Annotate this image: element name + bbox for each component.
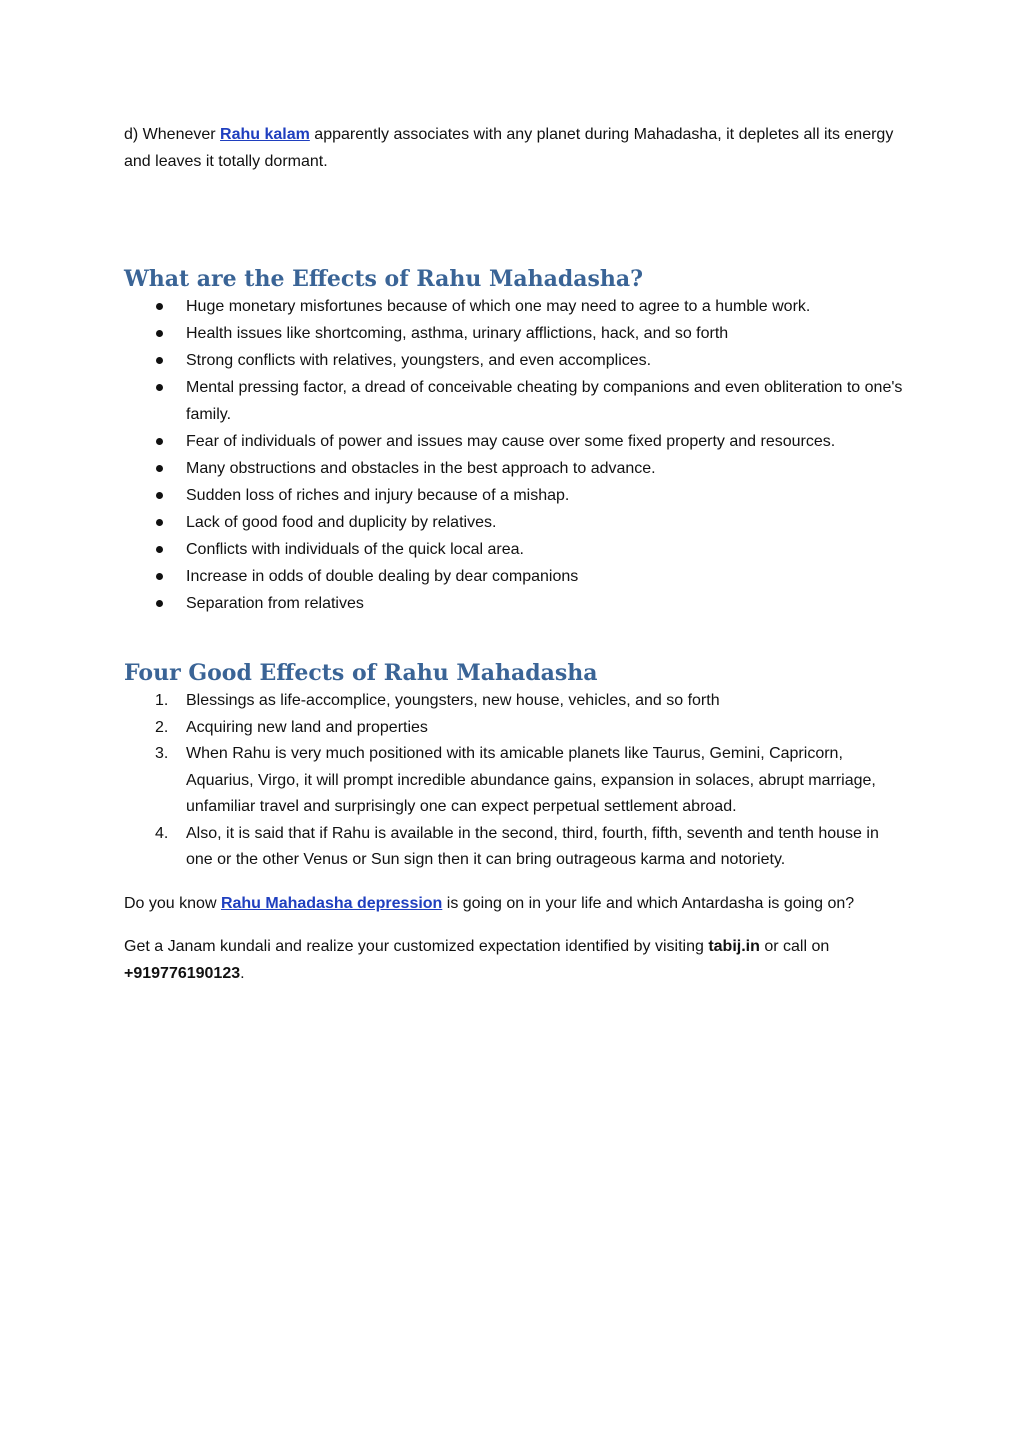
bullet-icon xyxy=(156,303,163,310)
list-item: Huge monetary misfortunes because of which one may need to agree to a humble work. xyxy=(124,293,904,320)
list-item: Sudden loss of riches and injury because of a mishap. xyxy=(124,482,904,509)
list-item: Conflicts with individuals of the quick local area. xyxy=(124,536,904,563)
list-item: Health issues like shortcoming, asthma, urinary afflictions, hack, and so forth xyxy=(124,320,904,347)
list-item: Increase in odds of double dealing by dear companions xyxy=(124,563,904,590)
rahu-mahadasha-depression-link[interactable]: Rahu Mahadasha depression xyxy=(220,894,443,912)
rahu-kalam-link[interactable]: Rahu kalam xyxy=(220,126,310,143)
list-number: 4. xyxy=(155,824,169,842)
list-item: 2. Acquiring new land and properties xyxy=(124,715,904,742)
contact-paragraph xyxy=(124,934,904,987)
list-item: 1. Blessings as life-accomplice, youngsters, new house, vehicles, and so forth xyxy=(124,688,904,715)
bullet-icon xyxy=(156,384,163,391)
site-name: tabij.in xyxy=(708,938,760,955)
list-item: 4. Also, it is said that if Rahu is available in the second, third, fourth, fifth, seventh and tenth house in one or the other Venus or Sun sign then it can bring outrageous karma and notoriety. xyxy=(124,821,904,874)
intro-suffix: apparently associates with any planet during Mahadasha, it depletes all its energy and leaves it totally dormant. xyxy=(124,126,894,170)
list-item: 3. When Rahu is very much positioned with its amicable planets like Taurus, Gemini, Capricorn, Aquarius, Virgo, it will prompt incredible abundance gains, expansion in solaces, abrupt marriage, unfamiliar travel and surprisingly one can expect perpetual settlement abroad. xyxy=(124,741,904,821)
list-item: Fear of individuals of power and issues may cause over some fixed property and resources. xyxy=(124,428,904,455)
document-page xyxy=(124,122,904,987)
good-effects-list xyxy=(124,688,904,874)
bullet-icon xyxy=(156,519,163,526)
list-number: 3. xyxy=(155,745,169,762)
question-paragraph xyxy=(124,891,904,918)
list-item: Separation from relatives xyxy=(124,590,904,617)
bad-effects-list xyxy=(124,293,904,617)
bullet-icon xyxy=(156,465,163,472)
contact-prefix: Get a Janam kundali and realize your customized expectation identified by visiting xyxy=(124,938,709,955)
bad-effects-heading: What are the Effects of Rahu Mahadasha? xyxy=(124,266,644,292)
contact-suffix: . xyxy=(240,964,245,982)
bullet-icon xyxy=(156,330,163,337)
bullet-icon xyxy=(156,357,163,364)
bullet-icon xyxy=(156,438,163,445)
question-prefix: Do you know xyxy=(124,894,221,912)
intro-paragraph xyxy=(124,122,904,175)
list-number: 1. xyxy=(155,692,169,709)
contact-middle: or call on xyxy=(759,938,830,955)
intro-prefix: d) Whenever xyxy=(124,126,221,143)
list-item: Lack of good food and duplicity by relatives. xyxy=(124,509,904,536)
list-item: Many obstructions and obstacles in the best approach to advance. xyxy=(124,455,904,482)
list-item: Mental pressing factor, a dread of conceivable cheating by companions and even obliteration to one's family. xyxy=(124,374,904,428)
bullet-icon xyxy=(156,492,163,499)
list-number: 2. xyxy=(155,718,169,736)
good-effects-heading: Four Good Effects of Rahu Mahadasha xyxy=(124,660,598,686)
bullet-icon xyxy=(156,573,163,580)
list-item: Strong conflicts with relatives, youngsters, and even accomplices. xyxy=(124,347,904,374)
phone-number: +919776190123 xyxy=(124,964,241,982)
bullet-icon xyxy=(156,546,163,553)
bullet-icon xyxy=(156,600,163,607)
question-suffix: is going on in your life and which Antardasha is going on? xyxy=(442,894,855,912)
